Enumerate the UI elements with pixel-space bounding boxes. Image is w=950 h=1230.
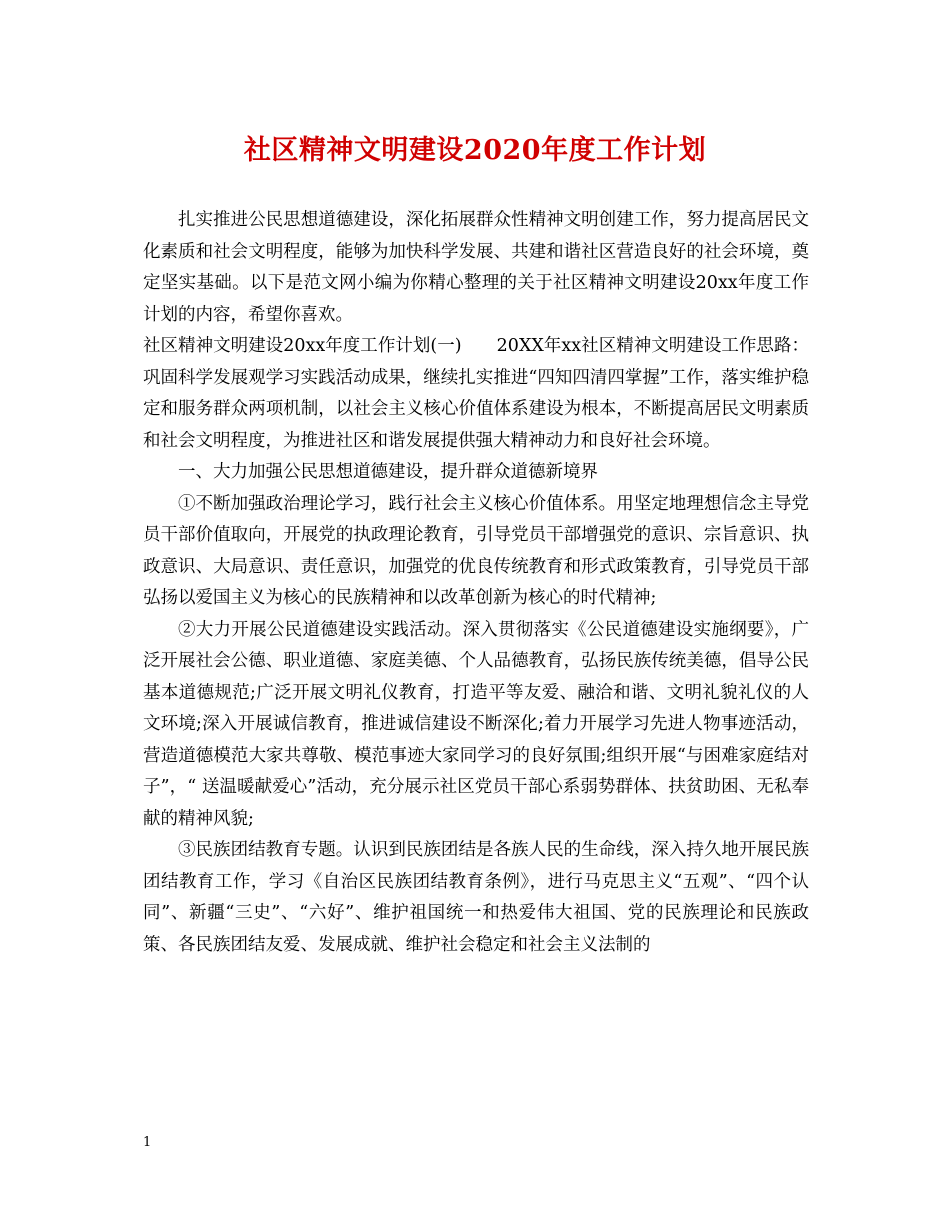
paragraph-intro: 扎实推进公民思想道德建设，深化拓展群众性精神文明创建工作，努力提高居民文化素质和社会文明程度，能够为加快科学发展、共建和谐社区营造良好的社会环境，奠定坚实基础。以下是范文网小编为你精心整理的关于社区精神文明建设20xx年度工作计划的内容，希望你喜欢。 [143,210,809,325]
page-number: 1 [143,1135,152,1150]
document-body [143,205,809,961]
document-title: 社区精神文明建设2020年度工作计划 [243,135,707,166]
paragraph-item-3: ③民族团结教育专题。认识到民族团结是各族人民的生命线，深入持久地开展民族团结教育工作，学习《自治区民族团结教育条例》，进行马克思主义“五观”、“四个认同”、新疆“三史”、“六好”、维护祖国统一和热爱伟大祖国、党的民族理论和民族政策、各民族团结友爱、发展成就、维护社会稳定和社会主义法制的 [143,840,809,955]
paragraph-item-1: ①不断加强政治理论学习，践行社会主义核心价值体系。用坚定地理想信念主导党员干部价值取向，开展党的执政理论教育，引导党员干部增强党的意识、宗旨意识、执政意识、大局意识、责任意识，加强党的优良传统教育和形式政策教育，引导党员干部弘扬以爱国主义为核心的民族精神和以改革创新为核心的时代精神; [143,493,809,608]
section-heading-1: 一、大力加强公民思想道德建设，提升群众道德新境界 [178,462,598,482]
paragraph-item-2: ②大力开展公民道德建设实践活动。深入贯彻落实《公民道德建设实施纲要》，广泛开展社会公德、职业道德、家庭美德、个人品德教育，弘扬民族传统美德，倡导公民基本道德规范;广泛开展文明礼仪教育，打造平等友爱、融洽和谐、文明礼貌礼仪的人文环境;深入开展诚信教育，推进诚信建设不断深化;着力开展学习先进人物事迹活动，营造道德模范大家共尊敬、模范事迹大家同学习的良好氛围;组织开展“与困难家庭结对子”，“ 送温暖献爱心”活动，充分展示社区党员干部心系弱势群体、扶贫助困、无私奉献的精神风貌; [143,619,809,829]
paragraph-plan-overview: 社区精神文明建设20xx年度工作计划(一) 20XX年xx社区精神文明建设工作思路：巩固科学发展观学习实践活动成果，继续扎实推进“四知四清四掌握”工作，落实维护稳定和服务群众两项机制，以社会主义核心价值体系建设为根本，不断提高居民文明素质和社会文明程度，为推进社区和谐发展提供强大精神动力和良好社会环境。 [143,336,809,451]
